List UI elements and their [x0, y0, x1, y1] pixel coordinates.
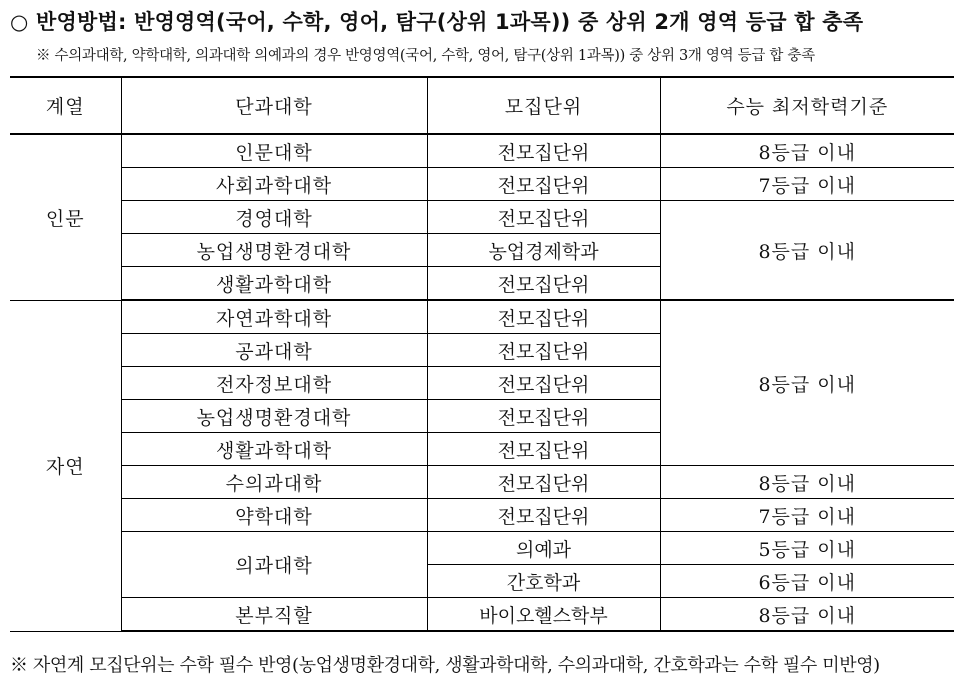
unit-cell: 간호학과: [427, 565, 660, 598]
standard-cell: 8등급 이내: [660, 466, 954, 499]
unit-cell: 전모집단위: [427, 400, 660, 433]
unit-cell: 전모집단위: [427, 499, 660, 532]
standard-cell: 8등급 이내: [660, 598, 954, 632]
table-row: [10, 201, 954, 234]
header-group: 계열: [10, 77, 121, 134]
bottom-note: ※ 자연계 모집단위는 수학 필수 반영(농업생명환경대학, 생활과학대학, 수의과대학, 간호학과는 수학 필수 미반영): [10, 655, 880, 676]
college-cell: 수의과대학: [121, 466, 427, 499]
college-cell: 인문대학: [121, 134, 427, 168]
college-cell: 공과대학: [121, 334, 427, 367]
unit-cell: 전모집단위: [427, 168, 660, 201]
standard-cell: 8등급 이내: [660, 134, 954, 168]
college-cell: 농업생명환경대학: [121, 234, 427, 267]
group-cell-natural: 자연: [10, 300, 121, 631]
unit-cell: 전모집단위: [427, 201, 660, 234]
table-row: [10, 466, 954, 499]
table-row: [10, 598, 954, 632]
college-cell: 생활과학대학: [121, 267, 427, 301]
header-standard: 수능 최저학력기준: [660, 77, 954, 134]
standard-cell: 5등급 이내: [660, 532, 954, 565]
header-college: 단과대학: [121, 77, 427, 134]
table-row: [10, 532, 954, 565]
unit-cell: 전모집단위: [427, 134, 660, 168]
college-cell: 사회과학대학: [121, 168, 427, 201]
standard-cell: 7등급 이내: [660, 168, 954, 201]
unit-cell: 전모집단위: [427, 267, 660, 301]
table-row: [10, 168, 954, 201]
table-row: [10, 499, 954, 532]
unit-cell: 농업경제학과: [427, 234, 660, 267]
unit-cell: 전모집단위: [427, 367, 660, 400]
section-heading: ○ 반영방법: 반영영역(국어, 수학, 영어, 탐구(상위 1과목)) 중 상위 2개 영역 등급 합 충족: [10, 10, 864, 34]
table-header-row: [10, 77, 954, 134]
college-cell: 자연과학대학: [121, 300, 427, 334]
college-cell: 전자정보대학: [121, 367, 427, 400]
college-cell: 본부직할: [121, 598, 427, 632]
unit-cell: 전모집단위: [427, 433, 660, 466]
standard-cell: 8등급 이내: [660, 201, 954, 301]
minimum-standard-table: [10, 76, 954, 632]
standard-cell: 7등급 이내: [660, 499, 954, 532]
header-unit: 모집단위: [427, 77, 660, 134]
table-row: [10, 134, 954, 168]
college-cell: 농업생명환경대학: [121, 400, 427, 433]
unit-cell: 전모집단위: [427, 466, 660, 499]
college-cell: 의과대학: [121, 532, 427, 598]
college-cell: 생활과학대학: [121, 433, 427, 466]
group-cell-humanities: 인문: [10, 134, 121, 300]
college-cell: 경영대학: [121, 201, 427, 234]
table-row: [10, 300, 954, 334]
top-note: ※ 수의과대학, 약학대학, 의과대학 의예과의 경우 반영영역(국어, 수학, 영어, 탐구(상위 1과목)) 중 상위 3개 영역 등급 합 충족: [36, 48, 815, 64]
standard-cell: 6등급 이내: [660, 565, 954, 598]
college-cell: 약학대학: [121, 499, 427, 532]
unit-cell: 전모집단위: [427, 300, 660, 334]
standard-cell: 8등급 이내: [660, 300, 954, 466]
unit-cell: 의예과: [427, 532, 660, 565]
unit-cell: 바이오헬스학부: [427, 598, 660, 632]
unit-cell: 전모집단위: [427, 334, 660, 367]
